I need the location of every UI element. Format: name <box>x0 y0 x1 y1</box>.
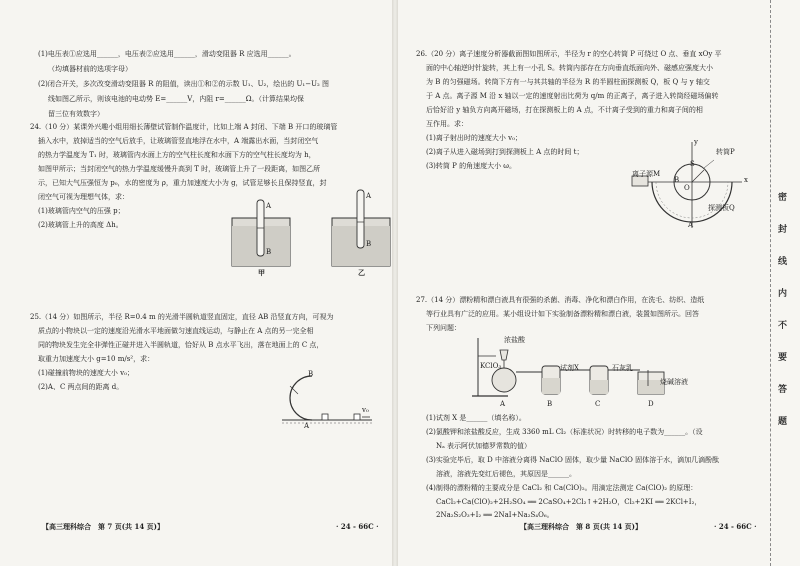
apparatus-label-kclo3: KClO₃ <box>480 362 502 370</box>
q26-line-8: (2)离子从进入磁场到打到探测板上 A 点的时间 t； <box>426 148 584 156</box>
fig-yi-caption: 乙 <box>358 268 365 277</box>
q24-line-8: (2)玻璃管上升的高度 Δh。 <box>38 221 123 229</box>
q26-line-9: (3)转筒 P 的角速度大小 ω。 <box>426 162 517 170</box>
q25-line-5: (1)碰撞前物块的速度大小 v₀； <box>38 369 134 377</box>
binding-strip <box>770 0 800 566</box>
apparatus-a: A <box>500 400 506 408</box>
q25-label-v0: v₀ <box>362 406 369 414</box>
fig-jia-label-b: B <box>266 248 272 256</box>
q25-label-b: B <box>308 370 314 378</box>
q23-line-2: （均填器材前的选项字母） <box>48 65 132 73</box>
q26-line-3: 为 B 的匀强磁场。转筒下方有一与其共轴的半径为 R 的半圆柱面探测板 Q，板 Q 与 y 轴交 <box>426 78 710 86</box>
q24-line-1: 24.（10 分）某课外兴趣小组用细长薄壁试管制作温度计，比如上端 A 封闭、下端 B 开口的玻璃管 <box>30 123 338 131</box>
fig-yi-label-a: A <box>366 192 372 200</box>
q25-label-a: A <box>304 422 310 430</box>
q25-line-6: (2)A、C 两点间的距离 d。 <box>38 383 124 391</box>
q27-equation-1: CaCl₂+Ca(ClO)₂+2H₂SO₄ ══ 2CaSO₄+2Cl₂↑+2H₂O，Cl₂+2KI ══ 2KCl+I₂， <box>436 498 702 506</box>
q27-part-3: (3)实验完毕后，取 D 中溶液分离得 NaClO 固体，取少量 NaClO 固体溶于水，滴加几滴酚酞 <box>426 456 720 464</box>
binding-char: 答 <box>778 385 788 395</box>
q27-equation-2: 2Na₂S₂O₃+I₂ ══ 2NaI+Na₂S₄O₆。 <box>436 511 554 519</box>
apparatus-c: C <box>595 400 601 408</box>
q24-line-6: 闭空气可视为理想气体，求： <box>38 193 129 201</box>
q25-line-2: 质点的小物块以一定的速度沿光滑水平地面做匀速直线运动，与静止在 A 点的另一完全相 <box>38 327 314 335</box>
binding-char: 内 <box>778 289 788 299</box>
q25-line-4: 取重力加速度大小 g=10 m/s²，求： <box>38 355 155 363</box>
q26-line-4: 于 A 点。离子源 M 沿 x 轴以一定的速度射出比荷为 q/m 的正离子，离子进入转筒经磁场偏转 <box>426 92 719 100</box>
figure-jia <box>232 200 290 266</box>
diagram-label-ion-source: 离子源M <box>632 170 661 178</box>
fig-yi-label-b: B <box>366 240 372 248</box>
q25-line-3: 同的物块发生完全非弹性正碰并进入半圆轨道，恰好从 B 点水平飞出，落在地面上的 C 点， <box>38 341 324 349</box>
page-7-footer: 【高三理科综合 第 7 页(共 14 页)】 <box>42 522 164 531</box>
q26-line-5: 后恰好沿 y 轴负方向离开磁场，打在探测板上的 A 点，不计离子受到的重力和离子间的相 <box>426 106 703 114</box>
binding-char: 不 <box>778 321 788 331</box>
page-7-code: · 24 - 66C · <box>336 522 379 531</box>
q24-line-2: 插入水中，放掉适当的空气后放手，让玻璃管竖直地浮在水中，A 端露出水面，当封闭空气 <box>38 137 319 145</box>
diagram-label-s: S <box>690 160 695 168</box>
diagram-label-drum-p: 转筒P <box>716 148 735 156</box>
q23-line-5: 留三位有效数字） <box>48 110 104 118</box>
q24-line-3: 的热力学温度为 T₁ 时，玻璃管内水面上方的空气柱长度和水面下方的空气柱长度均为 h， <box>38 151 316 159</box>
diagram-label-a: A <box>688 221 694 229</box>
q25-semicircle-track <box>282 366 372 426</box>
binding-char: 封 <box>778 225 788 235</box>
apparatus-b: B <box>547 400 553 408</box>
diagram-label-y: y <box>694 138 698 146</box>
q27-line-2: 等行业具有广泛的应用。某小组设计如下实验制备漂粉精和漂白液，装置如图所示。回答 <box>426 310 699 318</box>
fig-jia-caption: 甲 <box>258 268 265 277</box>
q23-line-1: (1)电压表①应选用______，电压表②应选用______，滑动变阻器 R 应选用______。 <box>38 50 296 58</box>
figure-yi <box>332 190 390 266</box>
q26-line-6: 互作用。求： <box>426 120 468 128</box>
diagram-label-o: O <box>684 184 690 192</box>
diagram-label-b: B <box>674 176 680 184</box>
q27-line-1: 27.（14 分）漂粉精和漂白液具有很强的杀菌、消毒、净化和漂白作用，在洗毛、纺织、造纸 <box>416 296 705 304</box>
diagram-label-x: x <box>744 176 748 184</box>
q23-line-3: (2)闭合开关，多次改变滑动变阻器 R 的阻值，读出①和②的示数 U₁、U₂，绘出的 U₁−U₂ 图 <box>38 80 329 88</box>
apparatus-label-hcl: 浓盐酸 <box>504 336 525 344</box>
apparatus-label-naoh: 烧碱溶液 <box>660 378 688 386</box>
fig-jia-label-a: A <box>266 202 272 210</box>
binding-char: 要 <box>778 353 788 363</box>
apparatus-label-lime-milk: 石灰乳 <box>612 364 633 372</box>
binding-char: 题 <box>778 417 788 427</box>
q27-part-4: (4)制得的漂粉精的主要成分是 CaCl₂ 和 Ca(ClO)₂。用滴定法测定 Ca(ClO)₂ 的原理： <box>426 484 698 492</box>
q27-part-3b: 溶液，溶液先变红后褪色，其原因是______。 <box>436 470 576 478</box>
apparatus-d: D <box>648 400 654 408</box>
binding-char: 密 <box>778 193 788 203</box>
binding-char: 线 <box>778 257 788 267</box>
q26-line-1: 26.（20 分）离子速度分析器截面图如图所示，半径为 r 的空心转筒 P 可绕过 O 点、垂直 xOy 平 <box>416 50 722 58</box>
q27-line-3: 下列问题： <box>426 324 461 332</box>
page-8-footer: 【高三理科综合 第 8 页(共 14 页)】 <box>520 522 642 531</box>
q26-line-2: 面的中心轴逆时针旋转，其上有一小孔 S。转筒内部存在方向垂直纸面向外、磁感应强度大小 <box>426 64 714 72</box>
q24-line-5: 示，已知大气压强恒为 p₀，水的密度为 ρ，重力加速度大小为 g，试管足够长且保持竖直，封 <box>38 179 327 187</box>
q24-line-4: 如图甲所示；当封闭空气的热力学温度缓慢升高到 T 时，玻璃管上升了一段距离，如图乙所 <box>38 165 321 173</box>
diagram-label-detector-q: 探测板Q <box>708 204 735 212</box>
apparatus-label-reagent-x: 试剂X <box>560 364 579 372</box>
q24-line-7: (1)玻璃管内空气的压强 p； <box>38 207 125 215</box>
q27-part-2: (2)氯酸钾和浓盐酸反应，生成 3360 mL Cl₂（标准状况）时转移的电子数为______。（设 <box>426 428 703 436</box>
q27-part-1: (1)试剂 X 是______（填名称）。 <box>426 414 526 422</box>
q26-line-7: (1)离子射出时的速度大小 v₀； <box>426 134 522 142</box>
q27-part-2b: Nₐ 表示阿伏加德罗常数的值） <box>436 442 532 450</box>
page-8-code: · 24 - 66C · <box>714 522 757 531</box>
q25-line-1: 25.（14 分）如图所示，半径 R=0.4 m 的光滑半圆轨道竖直固定，直径 AB 沿竖直方向，可视为 <box>30 313 334 321</box>
q23-line-4: 线如图乙所示，则该电池的电动势 E=______V，内阻 r=______Ω。（计算结果均保 <box>48 95 304 103</box>
